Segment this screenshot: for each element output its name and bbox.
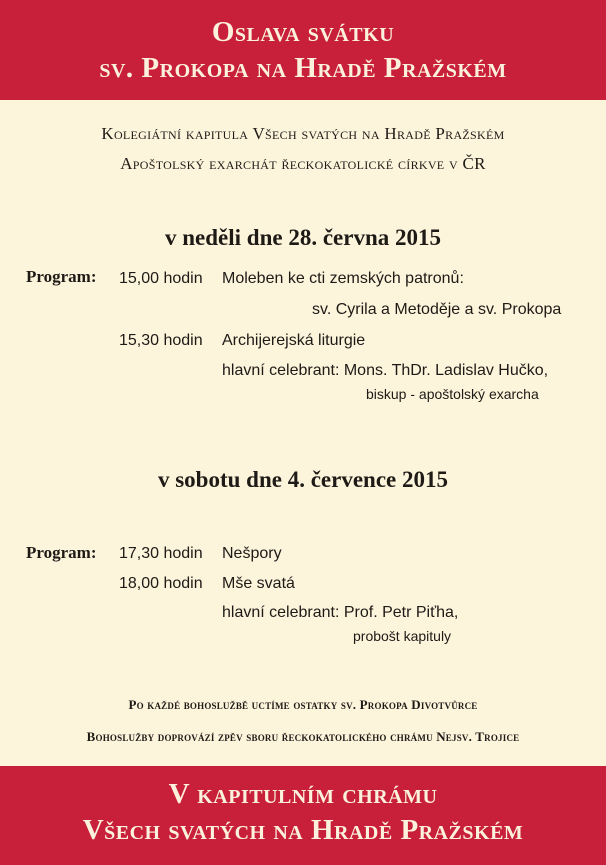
event1-item1-time: 15,00 hodin xyxy=(119,270,203,287)
event2-item2-detail: hlavní celebrant: Prof. Petr Piťha, xyxy=(222,604,459,621)
event1-item1-title: Moleben ke cti zemských patronů: xyxy=(222,270,464,287)
header-title-line1: Oslava svátku xyxy=(211,16,395,48)
event2-program-label: Program: xyxy=(26,543,97,562)
footer-banner xyxy=(0,766,606,865)
event1-item2-detail2: biskup - apoštolský exarcha xyxy=(366,386,539,402)
organizer-line2: Apoštolský exarchát řeckokatolické církve v ČR xyxy=(120,154,486,173)
organizer-line1: Kolegiátní kapitula Všech svatých na Hradě Pražském xyxy=(101,124,505,143)
header-title-line2: sv. Prokopa na Hradě Pražském xyxy=(99,52,507,84)
header-banner xyxy=(0,0,606,100)
event1-date: v neděli dne 28. června 2015 xyxy=(165,225,441,250)
event1-item2-title: Archijerejská liturgie xyxy=(222,332,366,349)
footer-title-line1: V kapitulním chrámu xyxy=(168,778,438,810)
event2-item2-detail2: probošt kapituly xyxy=(353,628,452,644)
event1-item2-time: 15,30 hodin xyxy=(119,332,203,349)
event2-item2-time: 18,00 hodin xyxy=(119,575,203,592)
note-relics: Po každé bohoslužbě uctíme ostatky sv. Prokopa Divotvůrce xyxy=(128,697,478,712)
event1-item2-detail: hlavní celebrant: Mons. ThDr. Ladislav Hučko, xyxy=(222,362,549,379)
note-choir: Bohoslužby doprovází zpěv sboru řeckokatolického chrámu Nejsv. Trojice xyxy=(86,729,520,744)
event1-item1-detail: sv. Cyrila a Metoděje a sv. Prokopa xyxy=(312,301,562,318)
event2-date: v sobotu dne 4. července 2015 xyxy=(157,467,449,492)
event2-item1-title: Nešpory xyxy=(222,545,282,562)
footer-title-line2: Všech svatých na Hradě Pražském xyxy=(82,814,524,846)
event2-item2-title: Mše svatá xyxy=(222,575,295,592)
event1-program-label: Program: xyxy=(26,267,97,286)
event2-item1-time: 17,30 hodin xyxy=(119,545,203,562)
